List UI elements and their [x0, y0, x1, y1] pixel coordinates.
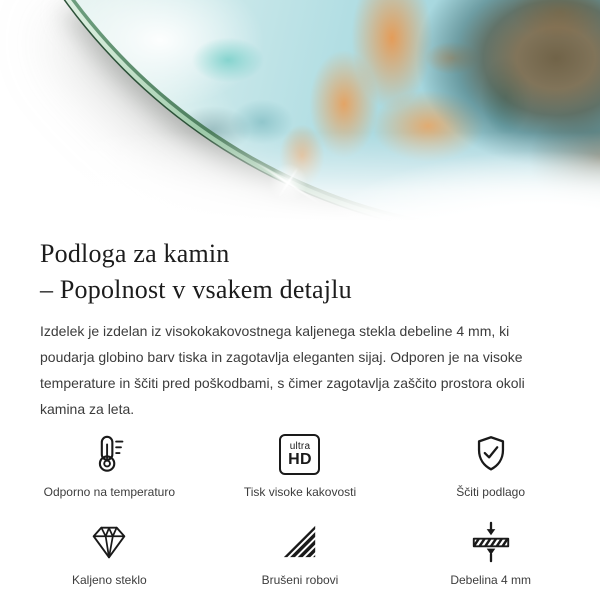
thermometer-icon: [87, 432, 131, 476]
feature-tempered-glass: [14, 520, 205, 588]
beveled-edges-icon: [278, 520, 322, 564]
feature-label: Brušeni robovi: [261, 573, 339, 587]
ultra-hd-icon: [279, 432, 320, 476]
marble-print-surface: [0, 0, 600, 228]
feature-label: Kaljeno steklo: [71, 573, 147, 587]
diamond-icon: [87, 520, 131, 564]
feature-label: Debelina 4 mm: [450, 573, 532, 587]
product-hero-image: [0, 0, 600, 228]
feature-label: Tisk visoke kakovosti: [243, 485, 357, 499]
feature-print-quality: [205, 432, 396, 500]
feature-label: Odporno na temperaturo: [43, 485, 176, 499]
feature-grid: [14, 432, 586, 588]
page-title-line2: – Popolnost v vsakem detajlu: [40, 275, 352, 304]
ultra-hd-text-bottom: HD: [288, 450, 312, 468]
product-description: Izdelek je izdelan iz visokokakovostnega kaljenega stekla debeline 4 mm, ki poudarja globino barv tiska in zagotavlja eleganten sijaj. Odporen je na visoke temperature in ščiti pred poškodbami, s čimer zagotavlja zaščito prostora okoli kamina za leta.: [40, 323, 525, 417]
feature-thickness: [395, 520, 586, 588]
page-title-line1: Podloga za kamin: [40, 239, 230, 268]
shield-check-icon: [469, 432, 513, 476]
page-title: [40, 236, 560, 308]
feature-beveled-edges: [205, 520, 396, 588]
feature-protection: [395, 432, 586, 500]
feature-label: Ščiti podlago: [456, 485, 526, 499]
thickness-4mm-icon: [469, 520, 513, 564]
ultra-hd-text-top: ultra: [289, 440, 311, 452]
feature-temperature: [14, 432, 205, 500]
glass-disc-shadow: [0, 0, 600, 228]
